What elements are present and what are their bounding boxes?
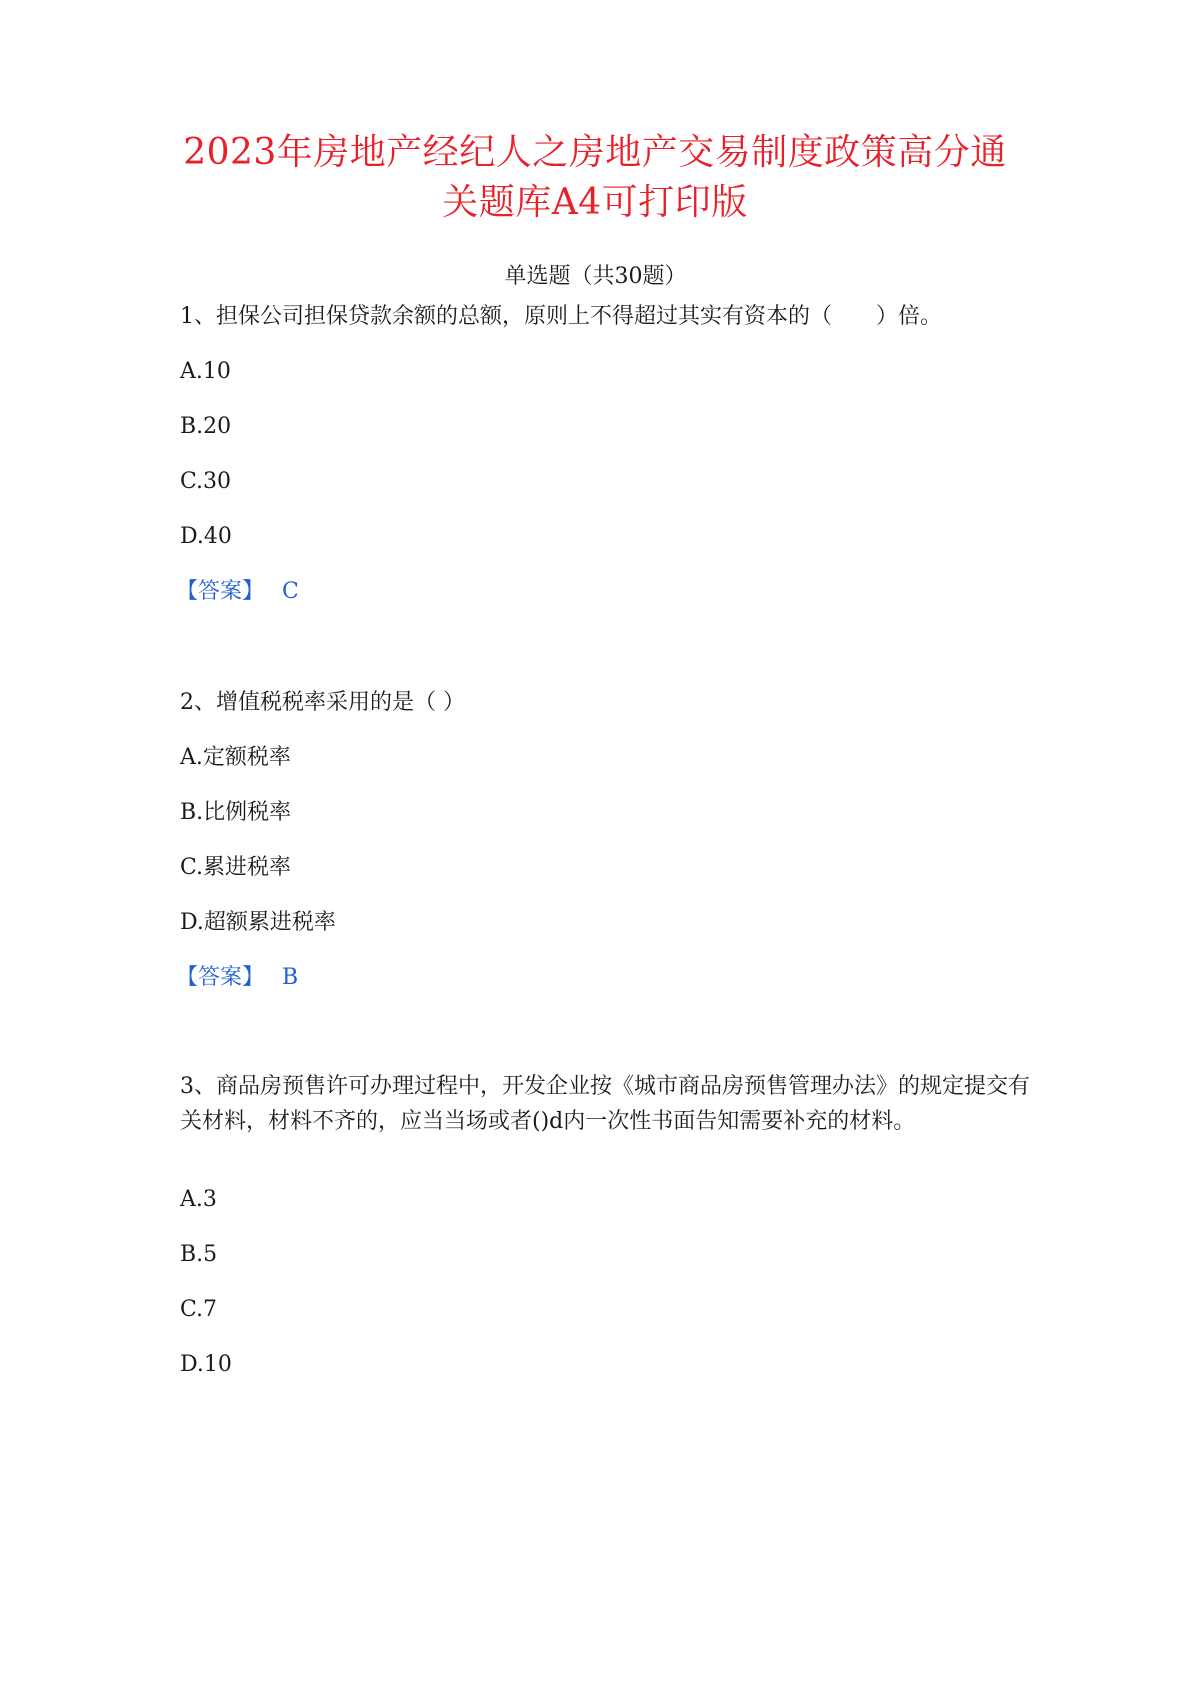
question-3-stem: 3、商品房预售许可办理过程中，开发企业按《城市商品房预售管理办法》的规定提交有关材料，材料不齐的，应当当场或者()d内一次性书面告知需要补充的材料。: [180, 1074, 1030, 1134]
question-3-option-a: A.3: [180, 1187, 217, 1212]
question-1-stem: 1、担保公司担保贷款余额的总额，原则上不得超过其实有资本的（ ）倍。: [180, 304, 942, 329]
section-heading: 单选题（共30题）: [504, 264, 687, 289]
question-3-option-b: B.5: [180, 1242, 218, 1267]
question-1-option-b: B.20: [180, 414, 232, 439]
answer-label: 【答案】: [176, 965, 265, 990]
question-2-option-a: A.定额税率: [180, 745, 291, 770]
document-title: [150, 128, 1040, 228]
question-2-stem: 2、增值税税率采用的是（ ）: [180, 690, 465, 715]
title-line-2: 关题库A4可打印版: [442, 182, 748, 223]
title-line-1: 2023年房地产经纪人之房地产交易制度政策高分通: [183, 132, 1007, 173]
question-2-option-b: B.比例税率: [180, 800, 292, 825]
question-2-answer: [176, 963, 298, 993]
question-1-answer: [176, 577, 299, 607]
question-3-option-d: D.10: [180, 1352, 232, 1377]
answer-value: C: [282, 579, 299, 604]
question-3-option-c: C.7: [180, 1297, 218, 1322]
question-2-option-c: C.累进税率: [180, 855, 292, 880]
question-2-option-d: D.超额累进税率: [180, 910, 336, 935]
answer-value: B: [282, 965, 299, 990]
question-1-option-c: C.30: [180, 469, 232, 494]
question-1-option-a: A.10: [180, 359, 231, 384]
question-1-option-d: D.40: [180, 524, 232, 549]
answer-label: 【答案】: [176, 579, 265, 604]
